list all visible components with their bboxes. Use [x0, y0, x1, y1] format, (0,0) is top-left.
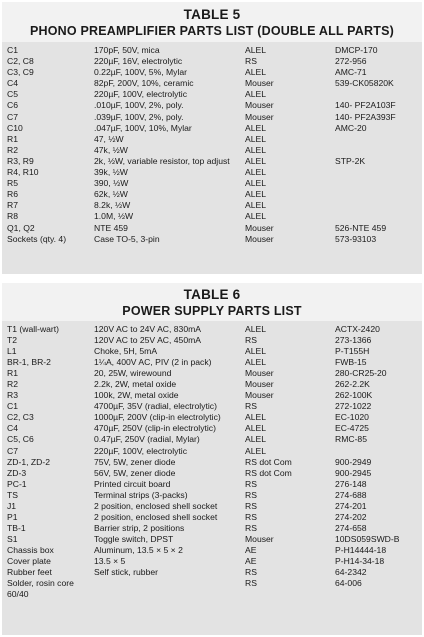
part-reference: P1 — [7, 511, 18, 522]
part-reference: Cover plate — [7, 555, 51, 566]
part-number: 273-1366 — [335, 335, 372, 346]
table-6-panel — [2, 283, 422, 635]
part-reference: C2, C8 — [7, 56, 34, 67]
part-number: 573-93103 — [335, 233, 377, 244]
part-source: RS — [245, 500, 257, 511]
part-reference: C1 — [7, 401, 18, 412]
part-reference: J1 — [7, 500, 17, 511]
part-description: 13.5 × 5 — [94, 555, 126, 566]
part-reference: C7 — [7, 445, 18, 456]
part-number: AMC-20 — [335, 122, 367, 133]
table-5-rows — [2, 42, 422, 245]
table-row — [2, 112, 422, 123]
part-reference: Chassis box — [7, 544, 54, 555]
part-number: 274-688 — [335, 489, 367, 500]
table-row — [2, 368, 422, 379]
part-reference: C2, C3 — [7, 412, 34, 423]
part-reference: R6 — [7, 189, 18, 200]
part-source: Mouser — [245, 111, 274, 122]
part-number: RMC-85 — [335, 434, 367, 445]
part-reference: R3, R9 — [7, 155, 34, 166]
part-reference: C5, C6 — [7, 434, 34, 445]
part-reference: Sockets (qty. 4) — [7, 233, 67, 244]
part-source: ALEL — [245, 445, 267, 456]
part-description: 470µF, 250V (clip-in electrolytic) — [94, 423, 216, 434]
part-description: 56V, 5W, zener diode — [94, 467, 176, 478]
part-source: RS dot Com — [245, 456, 292, 467]
part-reference: T1 (wall-wart) — [7, 324, 60, 334]
table-5-number: TABLE 5 — [183, 7, 241, 22]
part-source: ALEL — [245, 434, 267, 445]
table-row — [2, 401, 422, 412]
table-row — [2, 457, 422, 468]
part-source: RS — [245, 335, 257, 346]
part-number: 280-CR25-20 — [335, 368, 387, 379]
part-source: RS — [245, 578, 257, 589]
part-number: 900-2945 — [335, 467, 372, 478]
part-source: ALEL — [245, 324, 267, 334]
table-row — [2, 534, 422, 545]
part-number: STP-2K — [335, 155, 366, 166]
part-reference: TS — [7, 489, 18, 500]
part-number: 272-956 — [335, 56, 367, 67]
part-number: ACTX-2420 — [335, 324, 380, 334]
part-reference: PC-1 — [7, 478, 27, 489]
part-reference: C5 — [7, 89, 18, 100]
part-reference: T2 — [7, 335, 18, 346]
part-description: .047µF, 100V, 10%, Mylar — [94, 122, 192, 133]
part-source: ALEL — [245, 155, 267, 166]
part-description: 1000µF, 200V (clip-in electrolytic) — [94, 412, 221, 423]
part-reference: ZD-3 — [7, 467, 27, 478]
part-description: 8.2k, ½W — [94, 200, 131, 211]
part-source: ALEL — [245, 423, 267, 434]
part-description: 2 position, enclosed shell socket — [94, 511, 218, 522]
part-source: ALEL — [245, 346, 267, 357]
part-reference: BR-1, BR-2 — [7, 357, 51, 368]
part-description: 2 position, enclosed shell socket — [94, 500, 218, 511]
part-source: ALEL — [245, 200, 267, 211]
part-description: 62k, ½W — [94, 189, 128, 200]
part-reference: R1 — [7, 133, 18, 144]
part-reference: C4 — [7, 78, 18, 89]
part-source: ALEL — [245, 45, 267, 55]
part-reference: Solder, rosin core — [7, 578, 74, 589]
part-reference: L1 — [7, 346, 17, 357]
table-row — [2, 357, 422, 368]
part-reference: R3 — [7, 390, 18, 401]
part-number: P-H14-34-18 — [335, 555, 385, 566]
part-description: .039µF, 100V, 2%, poly. — [94, 111, 184, 122]
part-description: 120V AC to 24V AC, 830mA — [94, 324, 202, 334]
table-row — [2, 490, 422, 501]
part-description: 0.47µF, 250V (radial, Mylar) — [94, 434, 200, 445]
part-description: Self stick, rubber — [94, 567, 158, 578]
table-row — [2, 78, 422, 89]
table-5-header — [2, 2, 422, 42]
part-source: Mouser — [245, 368, 274, 379]
part-number: 64-006 — [335, 578, 362, 589]
part-source: Mouser — [245, 222, 274, 233]
part-number: 274-201 — [335, 500, 367, 511]
part-reference: C1 — [7, 45, 18, 55]
part-number: P-T155H — [335, 346, 370, 357]
part-source: RS — [245, 567, 257, 578]
table-row — [2, 578, 422, 589]
table-row — [2, 167, 422, 178]
part-source: RS dot Com — [245, 467, 292, 478]
part-number: FWB-15 — [335, 357, 367, 368]
part-source: RS — [245, 522, 257, 533]
part-reference: 60/40 — [7, 589, 29, 600]
part-reference: ZD-1, ZD-2 — [7, 456, 50, 467]
part-description: 0.22µF, 100V, 5%, Mylar — [94, 67, 188, 78]
part-description: 75V, 5W, zener diode — [94, 456, 176, 467]
part-description: 2k, ½W, variable resistor, top adjust — [94, 155, 230, 166]
table-row — [2, 67, 422, 78]
part-source: ALEL — [245, 211, 267, 222]
part-source: RS — [245, 478, 257, 489]
part-source: ALEL — [245, 167, 267, 178]
table-row — [2, 379, 422, 390]
part-description: 47k, ½W — [94, 144, 128, 155]
part-source: ALEL — [245, 67, 267, 78]
table-6-header — [2, 283, 422, 321]
part-description: 120V AC to 25V AC, 450mA — [94, 335, 202, 346]
part-description: Aluminum, 13.5 × 5 × 2 — [94, 544, 183, 555]
part-reference: R1 — [7, 368, 18, 379]
part-reference: C4 — [7, 423, 18, 434]
part-description: 100k, 2W, metal oxide — [94, 390, 179, 401]
part-reference: C6 — [7, 100, 18, 111]
table-row — [2, 556, 422, 567]
part-reference: S1 — [7, 533, 18, 544]
part-source: Mouser — [245, 233, 274, 244]
part-description: 4700µF, 35V (radial, electrolytic) — [94, 401, 217, 412]
part-description: 20, 25W, wirewound — [94, 368, 172, 379]
table-row — [2, 589, 422, 600]
table-row — [2, 189, 422, 200]
part-source: Mouser — [245, 379, 274, 390]
part-description: Case TO-5, 3-pin — [94, 233, 160, 244]
table-row — [2, 423, 422, 434]
table-row — [2, 45, 422, 56]
table-row — [2, 567, 422, 578]
part-number: 140- PF2A103F — [335, 100, 396, 111]
table-row — [2, 512, 422, 523]
part-number: 272-1022 — [335, 401, 372, 412]
part-number: 900-2949 — [335, 456, 372, 467]
part-description: Printed circuit board — [94, 478, 171, 489]
table-row — [2, 335, 422, 346]
part-number: AMC-71 — [335, 67, 367, 78]
part-number: 10DS059SWD-B — [335, 533, 400, 544]
part-description: 82pF, 200V, 10%, ceramic — [94, 78, 194, 89]
part-number: 274-658 — [335, 522, 367, 533]
part-source: ALEL — [245, 178, 267, 189]
part-source: RS — [245, 56, 257, 67]
part-reference: TB-1 — [7, 522, 26, 533]
part-source: AE — [245, 555, 257, 566]
part-description: NTE 459 — [94, 222, 128, 233]
part-reference: C3, C9 — [7, 67, 34, 78]
table-row — [2, 545, 422, 556]
part-reference: R2 — [7, 144, 18, 155]
part-reference: R8 — [7, 211, 18, 222]
part-description: 390, ½W — [94, 178, 129, 189]
table-row — [2, 479, 422, 490]
table-row — [2, 434, 422, 445]
table-row — [2, 123, 422, 134]
part-source: RS — [245, 489, 257, 500]
part-source: ALEL — [245, 133, 267, 144]
table-row — [2, 89, 422, 100]
part-number: 526-NTE 459 — [335, 222, 387, 233]
part-source: Mouser — [245, 100, 274, 111]
part-description: Choke, 5H, 5mA — [94, 346, 158, 357]
table-row — [2, 412, 422, 423]
table-row — [2, 446, 422, 457]
table-row — [2, 200, 422, 211]
part-description: Terminal strips (3-packs) — [94, 489, 188, 500]
table-row — [2, 234, 422, 245]
table-row — [2, 178, 422, 189]
table-row — [2, 223, 422, 234]
part-reference: C7 — [7, 111, 18, 122]
part-source: ALEL — [245, 122, 267, 133]
table-5-title: PHONO PREAMPLIFIER PARTS LIST (DOUBLE ALL PARTS) — [29, 24, 394, 38]
part-description: 47, ½W — [94, 133, 124, 144]
part-number: 140- PF2A393F — [335, 111, 396, 122]
part-source: Mouser — [245, 78, 274, 89]
part-description: 1¼A, 400V AC, PIV (2 in pack) — [94, 357, 212, 368]
part-reference: R5 — [7, 178, 18, 189]
part-reference: C10 — [7, 122, 23, 133]
part-description: 220µF, 16V, electrolytic — [94, 56, 183, 67]
table-row — [2, 501, 422, 512]
part-number: 539-CK05820K — [335, 78, 394, 89]
table-row — [2, 56, 422, 67]
part-reference: R4, R10 — [7, 167, 39, 178]
part-reference: R7 — [7, 200, 18, 211]
part-number: 274-202 — [335, 511, 367, 522]
table-row — [2, 134, 422, 145]
part-reference: Rubber feet — [7, 567, 52, 578]
part-description: .010µF, 100V, 2%, poly. — [94, 100, 184, 111]
part-description: 39k, ½W — [94, 167, 128, 178]
part-description: 1.0M, ½W — [94, 211, 134, 222]
part-number: EC-1020 — [335, 412, 369, 423]
part-source: ALEL — [245, 357, 267, 368]
table-row — [2, 145, 422, 156]
part-number: 276-148 — [335, 478, 367, 489]
table-row — [2, 523, 422, 534]
table-row — [2, 211, 422, 222]
part-source: ALEL — [245, 189, 267, 200]
part-source: Mouser — [245, 533, 274, 544]
part-description: 220µF, 100V, electrolytic — [94, 445, 188, 456]
table-row — [2, 390, 422, 401]
part-source: ALEL — [245, 89, 267, 100]
table-6-number: TABLE 6 — [183, 287, 241, 302]
part-description: 170pF, 50V, mica — [94, 45, 160, 55]
part-source: ALEL — [245, 412, 267, 423]
part-number: P-H14444-18 — [335, 544, 387, 555]
table-row — [2, 100, 422, 111]
table-row — [2, 324, 422, 335]
part-description: Barrier strip, 2 positions — [94, 522, 185, 533]
table-6-title: POWER SUPPLY PARTS LIST — [122, 304, 302, 318]
part-number: DMCP-170 — [335, 45, 378, 55]
table-row — [2, 468, 422, 479]
part-description: Toggle switch, DPST — [94, 533, 174, 544]
table-row — [2, 346, 422, 357]
part-reference: Q1, Q2 — [7, 222, 35, 233]
part-number: 262-100K — [335, 390, 373, 401]
table-row — [2, 156, 422, 167]
part-source: RS — [245, 401, 257, 412]
table-5-panel — [2, 2, 422, 274]
part-source: ALEL — [245, 144, 267, 155]
table-6-rows — [2, 321, 422, 600]
part-number: EC-4725 — [335, 423, 369, 434]
part-source: Mouser — [245, 390, 274, 401]
part-description: 2.2k, 2W, metal oxide — [94, 379, 177, 390]
part-source: AE — [245, 544, 257, 555]
part-source: RS — [245, 511, 257, 522]
part-reference: R2 — [7, 379, 18, 390]
part-number: 262-2.2K — [335, 379, 370, 390]
part-number: 64-2342 — [335, 567, 367, 578]
part-description: 220µF, 100V, electrolytic — [94, 89, 188, 100]
